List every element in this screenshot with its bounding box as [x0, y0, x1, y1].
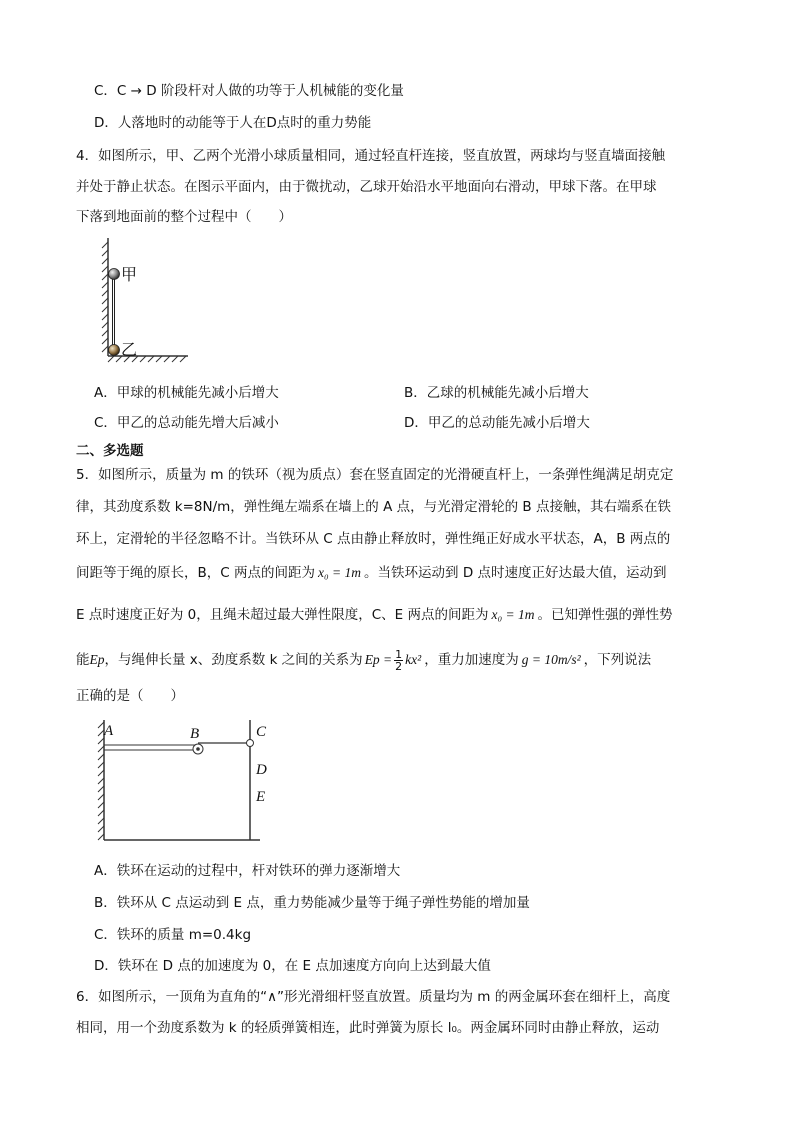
q5-stem-line-5-text-b: 。已知弹性强的弹性势: [537, 607, 673, 623]
q5-stem-line-6-text-c: ，重力加速度为: [424, 652, 519, 668]
q5-stem-line-6: [76, 646, 651, 674]
q5-stem-line-1: 5．如图所示，质量为 m 的铁环（视为质点）套在竖直固定的光滑硬直杆上，一条弹性绳满足胡克定: [76, 467, 674, 483]
q5-stem-line-5: [76, 605, 673, 625]
q5-fraction-denominator: 2: [395, 659, 403, 673]
q5-formula-ep-lhs: Ep =: [364, 652, 393, 667]
section-heading-multi-choice: 二、多选题: [76, 443, 144, 459]
q4-option-d: D．甲乙的总动能先减小后增大: [404, 415, 590, 431]
q5-option-d: D．铁环在 D 点的加速度为 0，在 E 点加速度方向向上达到最大值: [94, 958, 491, 974]
q5-label-a: A: [104, 723, 114, 739]
q4-stem-line-1: 4．如图所示，甲、乙两个光滑小球质量相同，通过轻直杆连接，竖直放置，两球均与竖直墙面接触: [76, 148, 666, 164]
q5-stem-line-4: [76, 563, 667, 583]
q3-option-d: D．人落地时的动能等于人在D点时的重力势能: [94, 115, 372, 131]
q5-option-a: A．铁环在运动的过程中，杆对铁环的弹力逐渐增大: [94, 863, 401, 879]
q5-fraction-numerator: 1: [395, 647, 403, 661]
q4-option-b: B．乙球的机械能先减小后增大: [404, 385, 589, 401]
q4-label-yi: 乙: [121, 340, 138, 359]
q5-stem-line-7: 正确的是（ ）: [76, 688, 184, 704]
q5-stem-line-3: 环上，定滑轮的半径忽略不计。当铁环从 C 点由静止释放时，弹性绳正好成水平状态，A，B 两点的: [76, 531, 671, 547]
q4-stem-line-3: 下落到地面前的整个过程中（ ）: [76, 209, 292, 225]
q5-stem-line-6-text-d: ，下列说法: [583, 652, 652, 668]
q5-stem-line-5-text-a: E 点时速度正好为 0，且绳未超过最大弹性限度，C、E 两点的间距为: [76, 607, 489, 623]
q5-stem-line-2: 律，其劲度系数 k=8N/m，弹性绳左端系在墙上的 A 点，与光滑定滑轮的 B 点接触，其右端系在铁: [76, 499, 671, 515]
q6-stem-line-1: 6．如图所示，一顶角为直角的“∧”形光滑细杆竖直放置。质量均为 m 的两金属环套在细杆上，高度: [76, 989, 671, 1005]
q5-option-b: B．铁环从 C 点运动到 E 点，重力势能减少量等于绳子弹性势能的增加量: [94, 895, 530, 911]
q5-stem-line-6-text-a: 能: [76, 652, 90, 668]
q4-label-jia: 甲: [121, 265, 138, 284]
ball-yi: [109, 345, 120, 356]
q5-stem-line-4-text-b: 。当铁环运动到 D 点时速度正好达最大值，运动到: [364, 565, 667, 581]
q5-label-e: E: [256, 789, 266, 805]
q5-formula-fraction: [394, 649, 403, 672]
q5-label-b: B: [190, 726, 200, 742]
q5-label-d: D: [256, 762, 267, 778]
q6-stem-line-2: 相同，用一个劲度系数为 k 的轻质弹簧相连，此时弹簧为原长 l₀。两金属环同时由静止释放，运动: [76, 1020, 660, 1036]
q5-stem-line-4-text-a: 间距等于绳的原长，B，C 两点的间距为: [76, 565, 315, 581]
q3-option-c: C．C → D 阶段杆对人做的功等于人机械能的变化量: [94, 83, 404, 99]
q4-figure: [94, 238, 194, 368]
q5-stem-line-6-text-b: ，与绳伸长量 x、劲度系数 k 之间的关系为: [104, 652, 363, 668]
q5-formula-ce-distance: x₀ = 1m: [491, 607, 535, 622]
q5-formula-gravity: g = 10m/s²: [521, 652, 581, 667]
q4-option-c: C．甲乙的总动能先增大后减小: [94, 415, 279, 431]
q4-stem-line-2: 并处于静止状态。在图示平面内，由于微扰动，乙球开始沿水平地面向右滑动，甲球下落。在甲球: [76, 179, 657, 195]
q5-option-c: C．铁环的质量 m=0.4kg: [94, 927, 252, 943]
ball-jia: [109, 269, 120, 280]
q5-ep-symbol: Ep: [89, 652, 105, 667]
q5-formula-ep-rhs: kx²: [405, 652, 422, 667]
q4-option-a: A．甲球的机械能先减小后增大: [94, 385, 279, 401]
q5-iron-ring: [247, 740, 254, 747]
q5-label-c: C: [256, 724, 267, 740]
q5-formula-bc-distance: x₀ = 1m: [317, 565, 362, 580]
